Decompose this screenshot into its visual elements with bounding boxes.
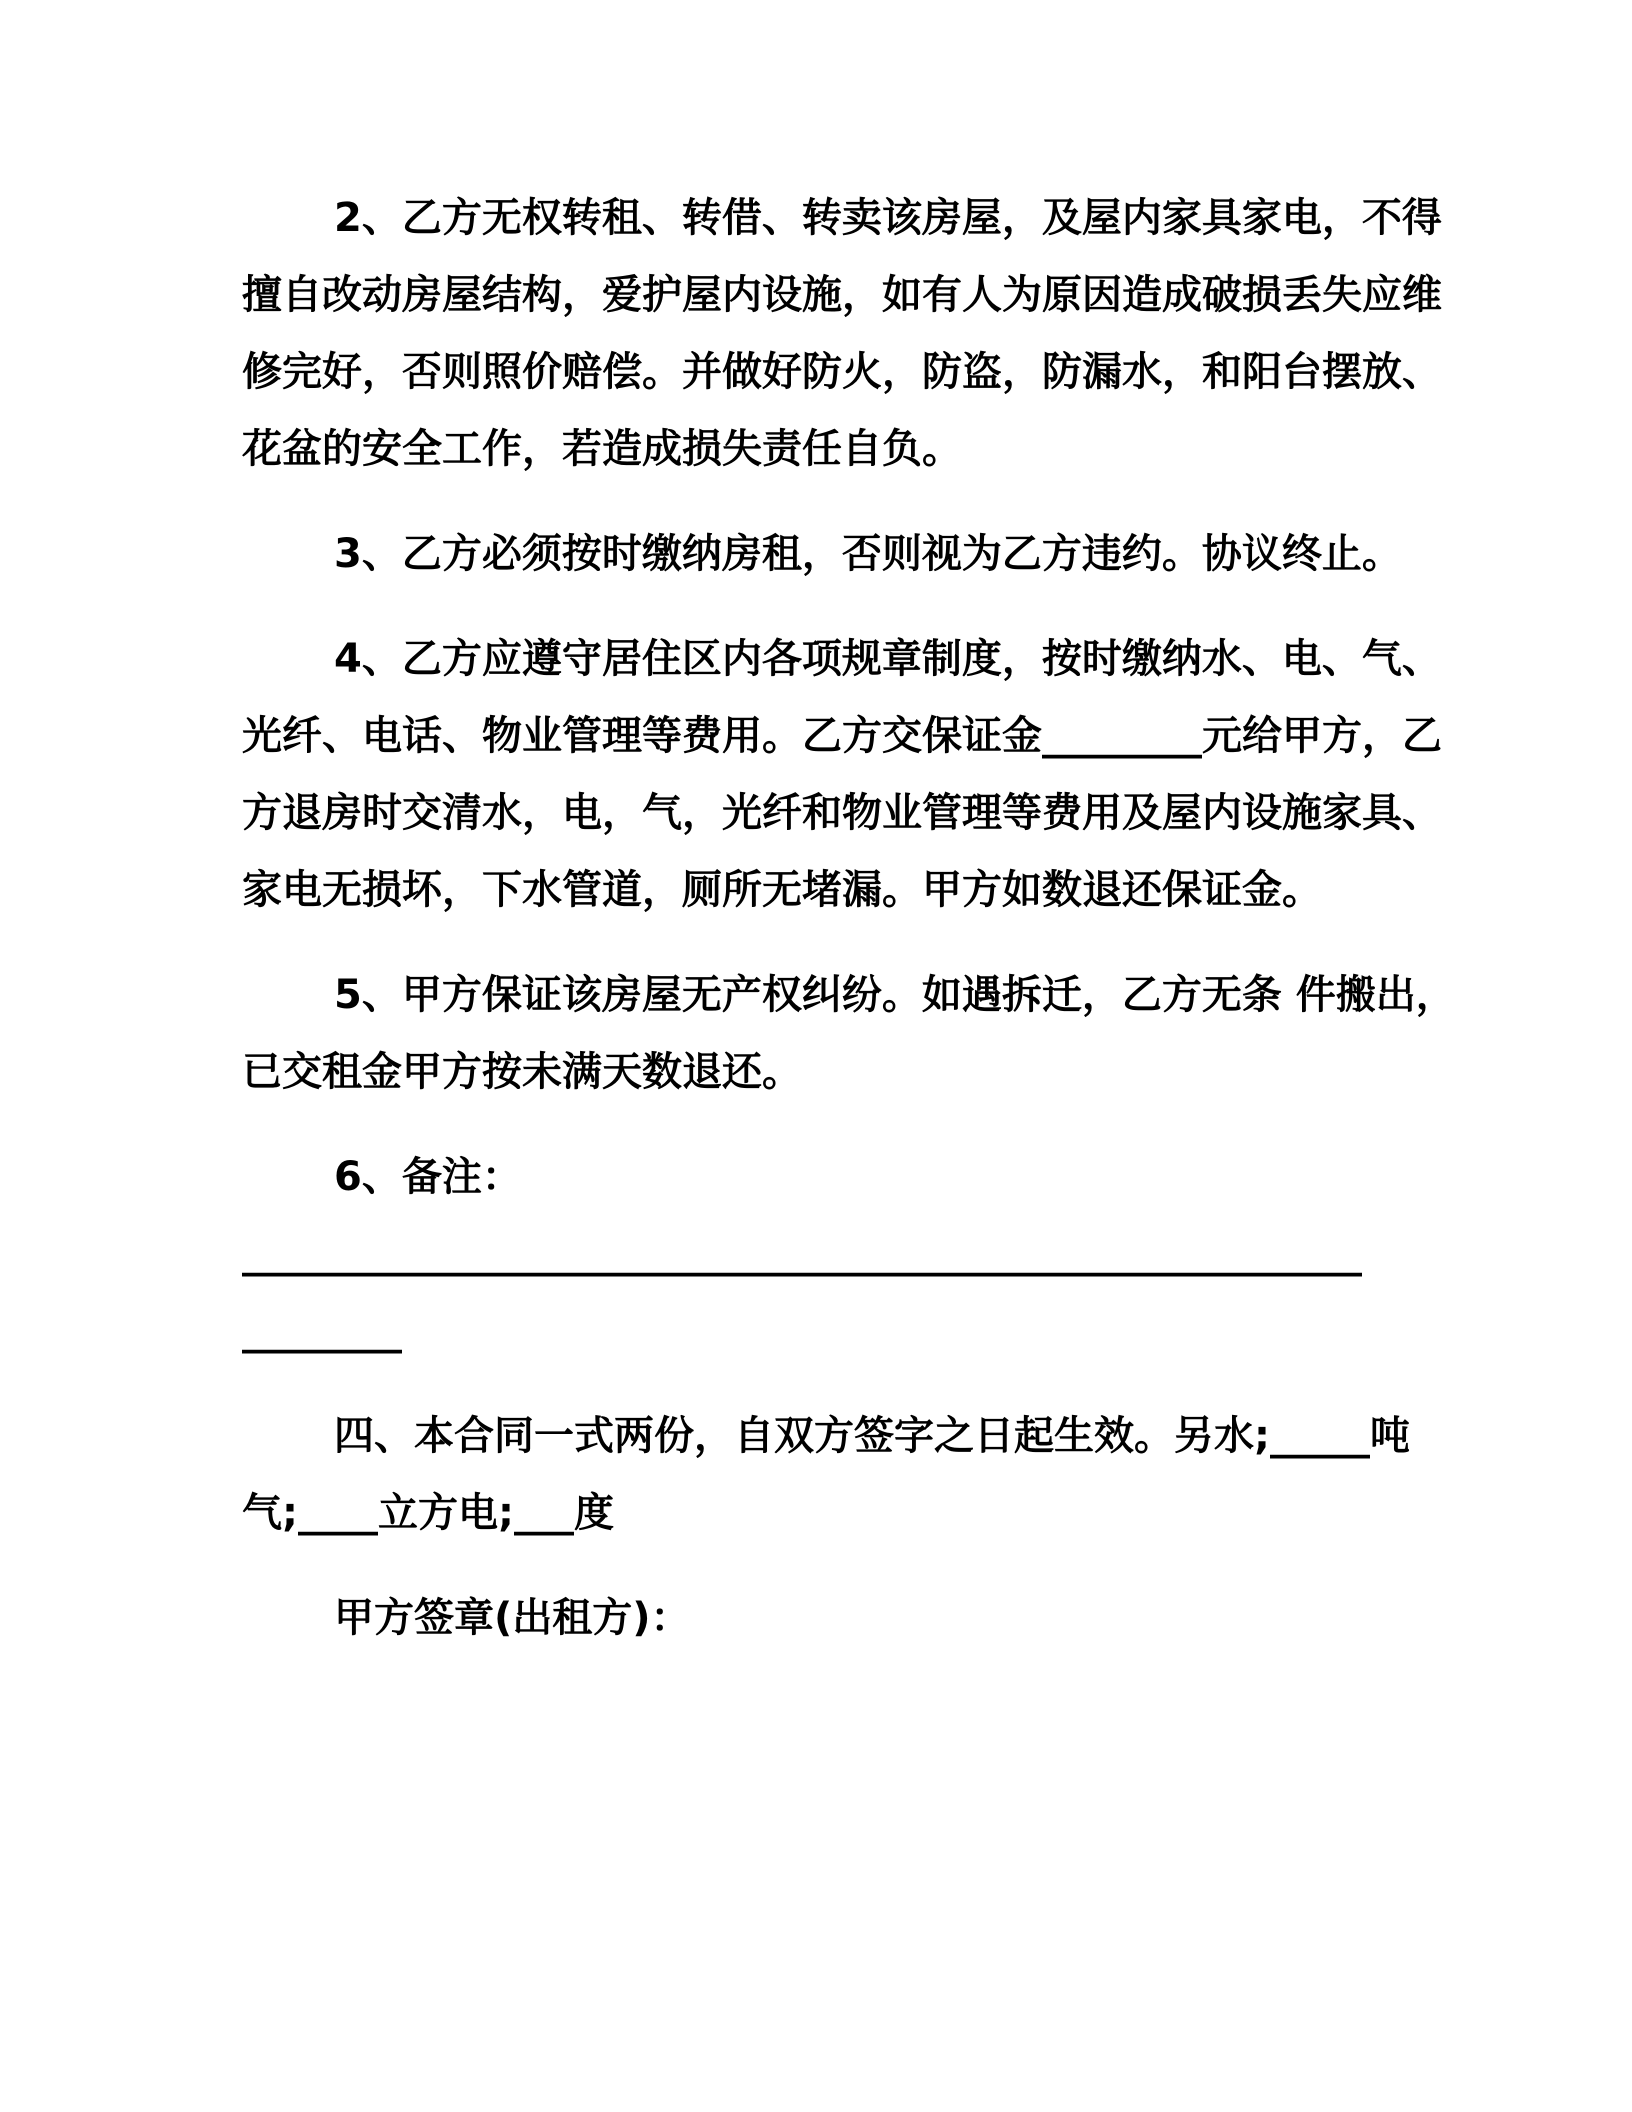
text-line: 6、备注：	[334, 1154, 522, 1200]
text-line-with-water-blank: 四、本合同一式两份，自双方签字之日起生效。另水;_____吨	[334, 1413, 1410, 1459]
clause-3-paragraph	[242, 516, 1402, 593]
clause-4-paragraph	[242, 621, 1442, 929]
text-line: 花盆的安全工作，若造成损失责任自负。	[242, 426, 962, 472]
text-line: 3、乙方必须按时缴纳房租，否则视为乙方违约。协议终止。	[334, 531, 1402, 577]
section-4-paragraph	[242, 1398, 1410, 1552]
text-line: 方退房时交清水，电，气，光纤和物业管理等费用及屋内设施家具、	[242, 790, 1442, 836]
text-line: 擅自改动房屋结构，爱护屋内设施，如有人为原因造成破损丢失应维	[242, 272, 1442, 318]
text-line: 2、乙方无权转租、转借、转卖该房屋，及屋内家具家电，不得	[334, 195, 1442, 241]
clause-2-paragraph	[242, 180, 1442, 488]
clause-6-paragraph	[242, 1139, 1367, 1216]
text-line: 5、甲方保证该房屋无产权纠纷。如遇拆迁，乙方无条 件搬出，	[334, 972, 1456, 1018]
text-line: 修完好，否则照价赔偿。并做好防火，防盗，防漏水，和阳台摆放、	[242, 349, 1442, 395]
fill-in-blank-line: ________________________________________________________	[242, 1231, 1362, 1277]
remarks-blank-lines	[242, 1216, 1367, 1370]
text-line-with-deposit-blank: 光纤、电话、物业管理等费用。乙方交保证金________元给甲方，乙	[242, 713, 1442, 759]
clause-5-paragraph	[242, 957, 1456, 1111]
text-line: 已交租金甲方按未满天数退还。	[242, 1049, 802, 1095]
party-a-signature-label: 甲方签章(出租方)：	[334, 1595, 691, 1641]
fill-in-blank-line: ________	[242, 1308, 402, 1354]
signature-party-a-paragraph	[242, 1580, 1367, 1657]
text-line: 家电无损坏，下水管道，厕所无堵漏。甲方如数退还保证金。	[242, 867, 1322, 913]
text-line: 4、乙方应遵守居住区内各项规章制度，按时缴纳水、电、气、	[334, 636, 1442, 682]
text-line-with-gas-electric-blanks: 气;____立方电;___度	[242, 1490, 614, 1536]
